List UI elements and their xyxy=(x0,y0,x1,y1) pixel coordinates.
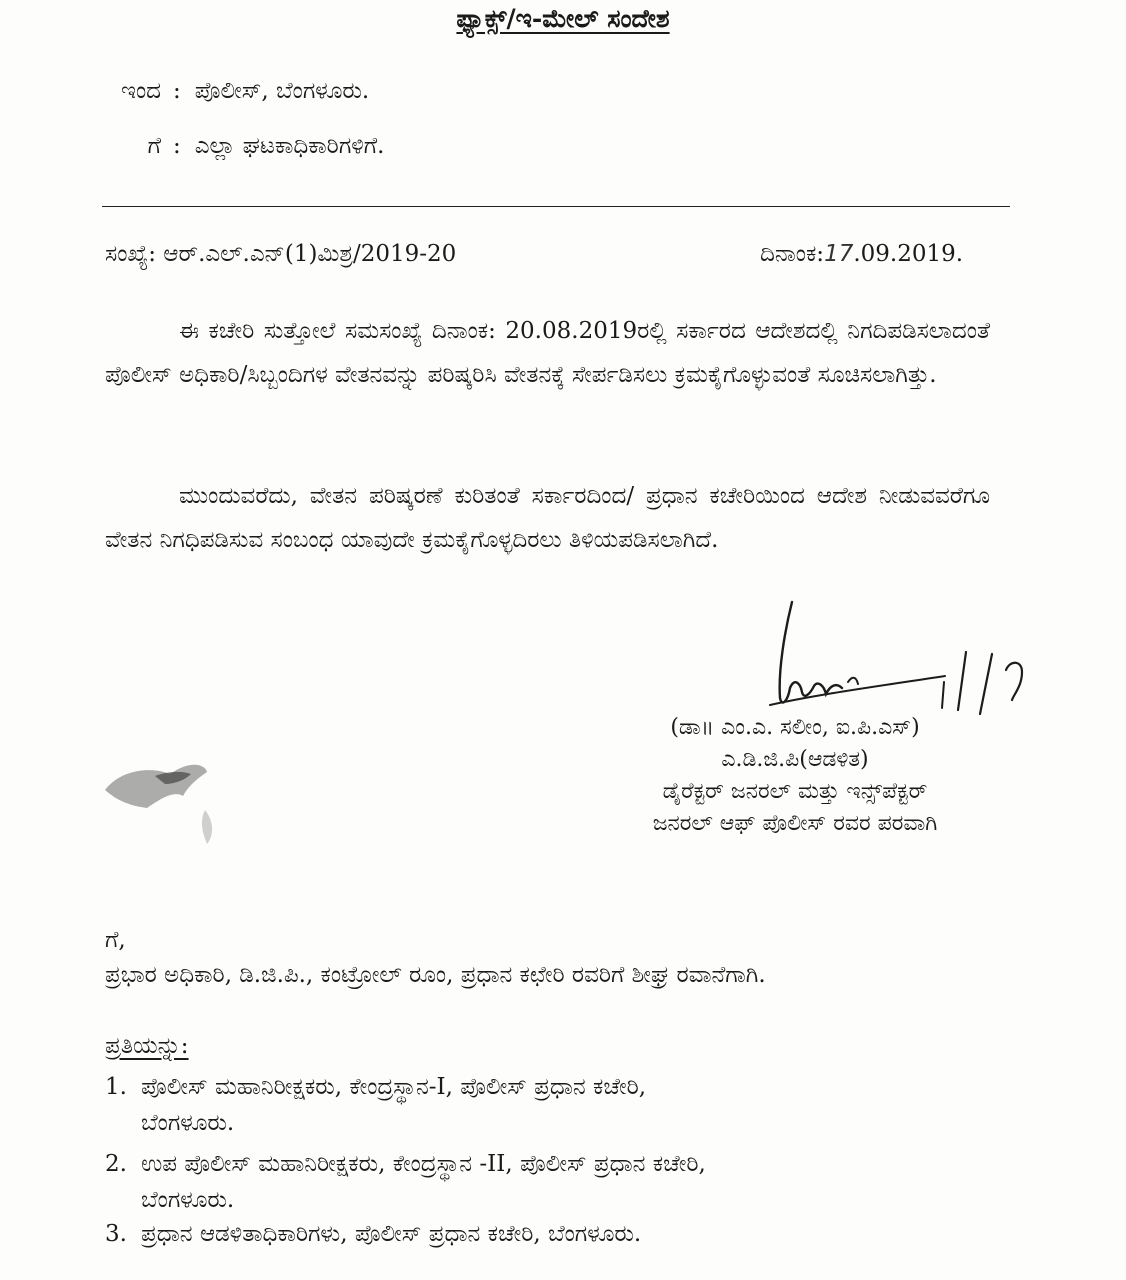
copy-item-text: ಪ್ರಧಾನ ಆಡಳಿತಾಧಿಕಾರಿಗಳು, ಪೊಲೀಸ್ ಪ್ರಧಾನ ಕಚೇರಿ, ಬೆಂಗಳೂರು. xyxy=(141,1221,642,1247)
to-label: ಗೆ xyxy=(147,133,161,159)
date-label: ದಿನಾಂಕ: xyxy=(760,241,825,267)
reference-number: ಸಂಖ್ಯೆ: ಆರ್.ಎಲ್.ಎನ್(1)ಮಿಶ್ರ/2019-20 xyxy=(105,241,457,267)
copies-title: ಪ್ರತಿಯನ್ನು: xyxy=(105,1033,189,1059)
signatory-name: (ಡಾ॥ ಎಂ.ಎ. ಸಲೀಂ, ಐ.ಪಿ.ಎಸ್) xyxy=(670,715,920,740)
document-title: ಫ್ಯಾಕ್ಸ್/ಇ-ಮೇಲ್ ಸಂದೇಶ xyxy=(456,4,670,33)
copy-item-text: ಪೊಲೀಸ್ ಮಹಾನಿರೀಕ್ಷಕರು, ಕೇಂದ್ರಸ್ಥಾನ-I, ಪೊಲೀಸ್ ಪ್ರಧಾನ ಕಚೇರಿ, xyxy=(141,1074,647,1100)
from-separator: : xyxy=(173,78,181,104)
to-line xyxy=(103,133,384,159)
copy-item-number: 2. xyxy=(105,1151,127,1177)
date-rest: .09.2019. xyxy=(853,241,964,267)
copy-item-3 xyxy=(105,1221,641,1247)
header-divider xyxy=(102,206,1010,207)
to-value: ಎಲ್ಲಾ ಘಟಕಾಧಿಕಾರಿಗಳಿಗೆ. xyxy=(194,133,385,159)
copy-item-2 xyxy=(105,1151,706,1213)
body-paragraph-1: ಈ ಕಚೇರಿ ಸುತ್ತೋಲೆ ಸಮಸಂಖ್ಯೆ ದಿನಾಂಕ: 20.08.2019ರಲ್ಲಿ ಸರ್ಕಾರದ ಆದೇಶದಲ್ಲಿ ನಿಗದಿಪಡಿಸಲಾದಂತೆ ಪೊಲೀಸ್ ಅಧಿಕಾರಿ/ಸಿಬ್ಬಂದಿಗಳ ವೇತನವನ್ನು ಪರಿಷ್ಕರಿಸಿ ವೇತನಕ್ಕೆ ಸೇರ್ಪಡಿಸಲು ಕ್ರಮಕೈಗೊಳ್ಳುವಂತೆ ಸೂಚಿಸಲಾಗಿತ್ತು. xyxy=(105,318,990,388)
smudge-stamp-mark xyxy=(95,750,245,850)
from-label: ಇಂದ xyxy=(121,78,161,104)
copy-item-text-continued: ಬೆಂಗಳೂರು. xyxy=(141,1187,235,1213)
recipient-label: ಗೆ, xyxy=(105,927,126,953)
copy-item-1 xyxy=(105,1074,646,1136)
signatory-designation: ಎ.ಡಿ.ಜಿ.ಪಿ(ಆಡಳಿತ) xyxy=(721,747,869,772)
copy-item-text-continued: ಬೆಂಗಳೂರು. xyxy=(141,1110,235,1136)
copy-item-number: 3. xyxy=(105,1221,127,1247)
recipient-text: ಪ್ರಭಾರ ಅಧಿಕಾರಿ, ಡಿ.ಜಿ.ಪಿ., ಕಂಟ್ರೋಲ್ ರೂಂ, ಪ್ರಧಾನ ಕಛೇರಿ ರವರಿಗೆ ಶೀಘ್ರ ರವಾನೆಗಾಗಿ. xyxy=(105,962,766,988)
signatory-title-line-2: ಜನರಲ್ ಆಫ್ ಪೊಲೀಸ್ ರವರ ಪರವಾಗಿ xyxy=(652,811,938,836)
signatory-title-line-1: ಡೈರೆಕ್ಟರ್ ಜನರಲ್ ಮತ್ತು ಇನ್ಸ್‌ಪೆಕ್ಟರ್ xyxy=(662,779,928,804)
from-value: ಪೊಲೀಸ್, ಬೆಂಗಳೂರು. xyxy=(194,78,370,104)
to-separator: : xyxy=(173,133,181,159)
copy-item-text: ಉಪ ಪೊಲೀಸ್ ಮಹಾನಿರೀಕ್ಷಕರು, ಕೇಂದ್ರಸ್ಥಾನ -II, ಪೊಲೀಸ್ ಪ್ರಧಾನ ಕಚೇರಿ, xyxy=(141,1151,706,1177)
signature-block xyxy=(575,712,1015,840)
handwritten-signature xyxy=(730,590,1050,720)
body-paragraph-2: ಮುಂದುವರೆದು, ವೇತನ ಪರಿಷ್ಕರಣೆ ಕುರಿತಂತೆ ಸರ್ಕಾರದಿಂದ/ ಪ್ರಧಾನ ಕಚೇರಿಯಿಂದ ಆದೇಶ ನೀಡುವವರೆಗೂ ವೇತನ ನಿಗಧಿಪಡಿಸುವ ಸಂಬಂಧ ಯಾವುದೇ ಕ್ರಮಕೈಗೊಳ್ಳದಿರಲು ತಿಳಿಯಪಡಿಸಲಾಗಿದೆ. xyxy=(105,483,990,553)
from-line xyxy=(103,78,369,104)
date-day-handwritten: 17 xyxy=(824,241,854,267)
copy-item-number: 1. xyxy=(105,1074,127,1100)
reference-date xyxy=(760,241,963,267)
